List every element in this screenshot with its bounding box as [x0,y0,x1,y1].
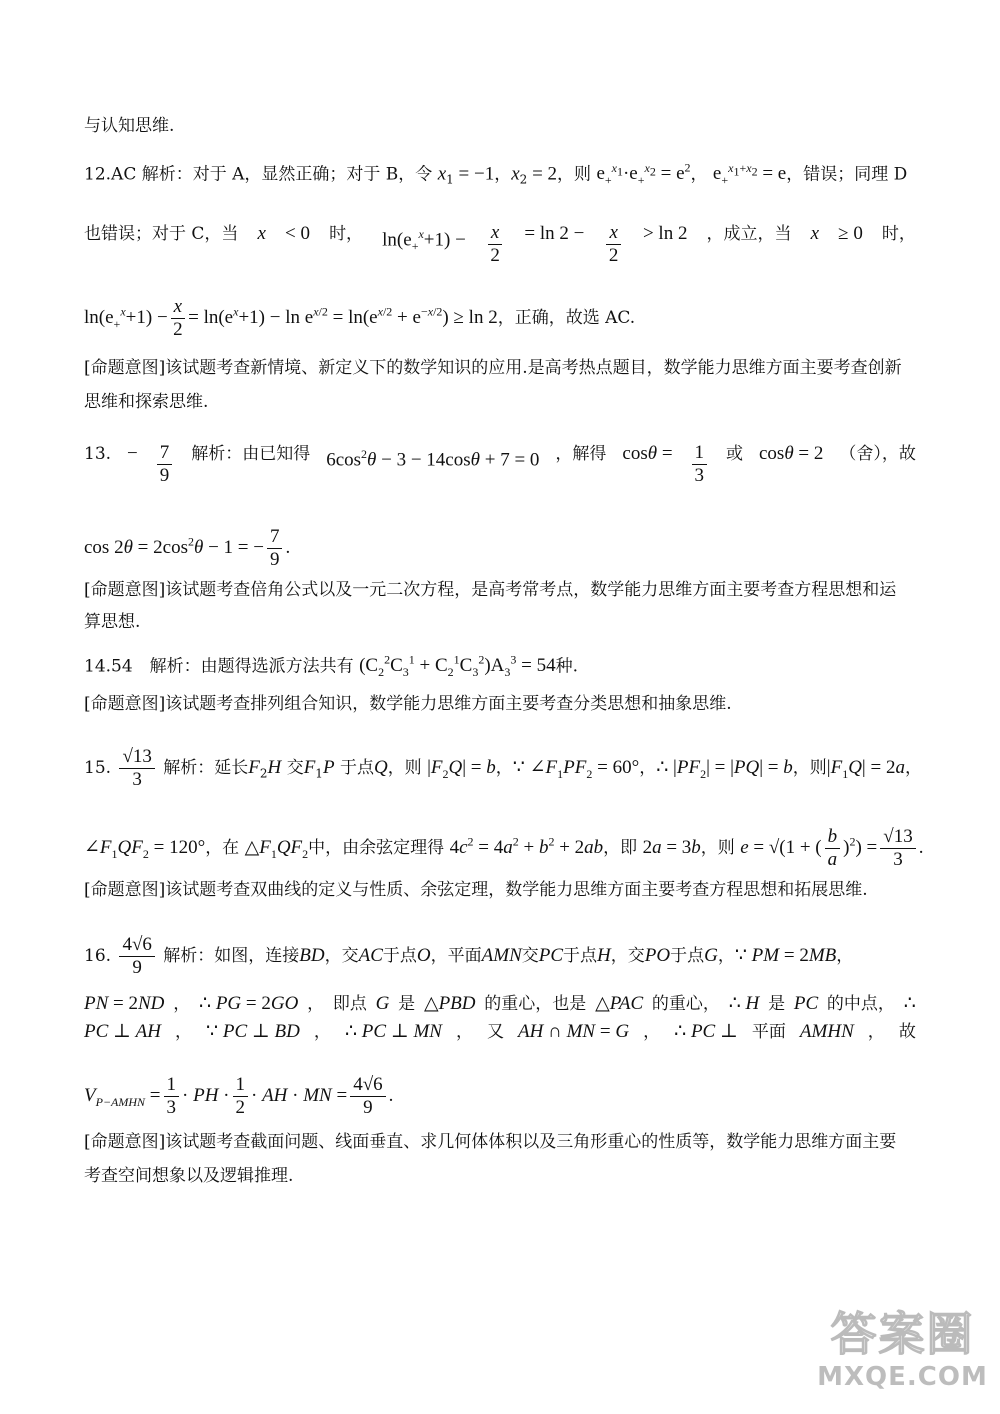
q12-intent-2: 思维和探索思维. [84,392,209,412]
q12-line-2: 也错误；对于 C，当 x < 0 时， $\ln(e_+^x+1)$ − $\frac{x}{2}$ = ln 2 − $\frac{x}{2}$ > ln 2 ，成立，当 x ≥ 0 时， [84,222,916,266]
q16-line-4: $V_{P-AMHN}$ = $\frac{1}{3}$ · PH · $\frac{1}{2}$ · AH · MN = $\frac{4√6}{9}$ . [84,1074,394,1118]
q13-intent-1: [命题意图]该试题考查倍角公式以及一元二次方程，是高考常考点，数学能力思维方面主要考查方程思想和运 [84,580,897,600]
q16-line-1: 16. $\frac{4√6}{9}$ 解析：如图，连接BD，交AC于点O，平面AMN交PC于点H，交PO于点G，∵ PM = 2MB， [84,934,854,978]
q15-line-2: $\angle F_1QF_2 = 120^\circ$，在 $\triangle F_1QF_2$中，由余弦定理得 $4c^2 = 4a^2 + b^2 + 2ab$，即 2a = 3b，则 e = √(1 + ( $\frac{b}{a}$ )$^2$) = $\frac{√13}{3}$ . [84,826,924,870]
q13-intent-2: 算思想. [84,612,141,632]
q16-line-3: PC ⊥ AH ， ∵ PC ⊥ BD ， ∴ PC ⊥ MN ， 又 AH ∩ MN = G ， ∴ PC ⊥ 平面 AMHN ， 故 [84,1021,916,1042]
q16-intent-2: 考查空间想象以及逻辑推理. [84,1166,294,1186]
q14-line: 14.54 解析：由题得选派方法共有 $(C_2^2C_3^1 + C_2^1C_3^2)A_3^3 = 54$种. [84,653,579,680]
q16-line-2: PN = 2ND ， ∴ PG = 2GO ， 即点 G 是 △PBD 的重心，也是 △PAC 的重心， ∴ H 是 PC 的中点， ∴ [84,993,916,1014]
q12-line-3: $\ln(e_+^x+1)$ − $\frac{x}{2}$ = $\ln(e^x+1) - \ln e^{x/2} = \ln(e^{x/2} + e^{-x/2}) \ge \ln 2$，正确，故选 AC. [84,296,636,340]
q15-line-1: 15. $\frac{√13}{3}$ 解析：延长$F_2H$ 交$F_1P$ 于点Q，则 $|F_2Q| = b$，∵ $\angle F_1PF_2 = 60^\circ$，∴ $|PF_2| = |PQ| = b$，则$|F_1Q| = 2a$， [84,746,922,790]
watermark-url: MXQE.COM [817,1362,988,1392]
q14-intent: [命题意图]该试题考查排列组合知识，数学能力思维方面主要考查分类思想和抽象思维. [84,694,732,714]
q15-intent: [命题意图]该试题考查双曲线的定义与性质、余弦定理，数学能力思维方面主要考查方程思想和拓展思维. [84,880,868,900]
q16-intent-1: [命题意图]该试题考查截面问题、线面垂直、求几何体体积以及三角形重心的性质等，数学能力思维方面主要 [84,1132,897,1152]
q13-line-2: $\cos 2\theta = 2\cos^2\theta - 1$ = − $\frac{7}{9}$ . [84,526,291,570]
site-watermark [815,1306,990,1406]
q12-line-1: 12.AC 解析：对于 A，显然正确；对于 B，令 $x_1 = -1$，$x_2 = 2$，则 $e_+^{x_1}\cdot e_+^{x_2} = e^2$， $e_+^{x_1+x_2} = e$，错误；同理 D [84,161,908,188]
q13-line-1: 13. − $\frac{7}{9}$ 解析：由已知得 $6\cos^2\theta - 3 - 14\cos\theta + 7 = 0$ ，解得 cosθ = $\frac{1}{3}$ 或 cosθ = 2 （舍），故 [84,442,916,486]
watermark-logo: 答案圈 [830,1307,975,1361]
intro-line: 与认知思维. [84,116,175,136]
q12-intent-1: [命题意图]该试题考查新情境、新定义下的数学知识的应用.是高考热点题目，数学能力思维方面主要考查创新 [84,358,902,378]
